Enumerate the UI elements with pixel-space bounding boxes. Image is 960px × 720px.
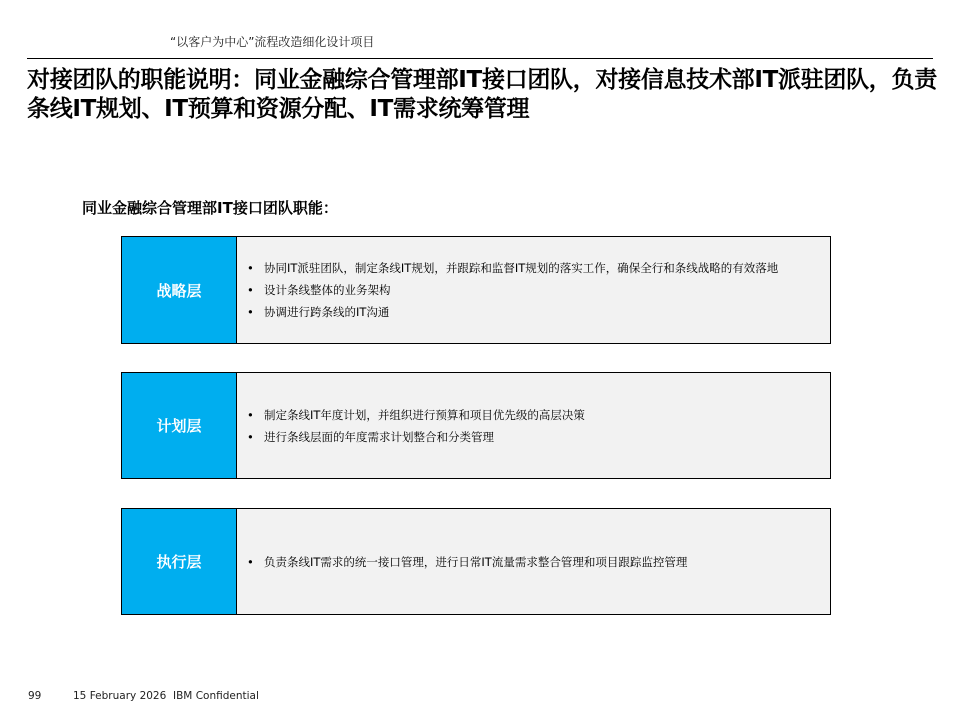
- bullet-text: 协同IT派驻团队，制定条线IT规划，并跟踪和监督IT规划的落实工作，确保全行和条线战略的有效落地: [264, 261, 779, 275]
- footer-confidentiality: IBM Confidential: [173, 690, 259, 702]
- layer-box-strategic: [121, 236, 831, 344]
- footer-page-number: 99: [28, 690, 42, 702]
- bullet-dot: •: [247, 305, 254, 319]
- bullet-dot: •: [247, 407, 254, 422]
- header-divider: [27, 58, 933, 59]
- bullet-text: 制定条线IT年度计划，并组织进行预算和项目优先级的高层决策: [264, 407, 585, 422]
- section-heading: 同业金融综合管理部IT接口团队职能：: [82, 199, 338, 217]
- bullet-item: [245, 407, 820, 423]
- layer-label-planning: 计划层: [122, 373, 237, 478]
- layer-box-planning: [121, 372, 831, 479]
- bullet-dot: •: [247, 283, 254, 297]
- layer-content-strategic: [237, 237, 830, 343]
- bullet-item: [245, 304, 820, 320]
- footer-date: 15 February 2026: [73, 690, 167, 702]
- layer-content-execution: [237, 509, 830, 614]
- bullet-item: [245, 260, 820, 276]
- bullet-dot: •: [247, 261, 254, 275]
- layer-label-strategic: 战略层: [122, 237, 237, 343]
- bullet-text: 负责条线IT需求的统一接口管理，进行日常IT流量需求整合管理和项目跟踪监控管理: [264, 554, 688, 569]
- layer-box-execution: [121, 508, 831, 615]
- slide-title: 对接团队的职能说明：同业金融综合管理部IT接口团队，对接信息技术部IT派驻团队，负责条线IT规划、IT预算和资源分配、IT需求统筹管理: [27, 67, 937, 122]
- bullet-item: [245, 282, 820, 298]
- bullet-text: 协调进行跨条线的IT沟通: [264, 305, 390, 319]
- layer-content-planning: [237, 373, 830, 478]
- bullet-dot: •: [247, 429, 254, 444]
- bullet-item: [245, 429, 820, 445]
- bullet-text: 进行条线层面的年度需求计划整合和分类管理: [264, 429, 494, 444]
- project-name: “以客户为中心”流程改造细化设计项目: [170, 35, 375, 49]
- layer-label-execution: 执行层: [122, 509, 237, 614]
- bullet-item: [245, 554, 820, 570]
- bullet-dot: •: [247, 554, 254, 569]
- bullet-text: 设计条线整体的业务架构: [264, 283, 391, 297]
